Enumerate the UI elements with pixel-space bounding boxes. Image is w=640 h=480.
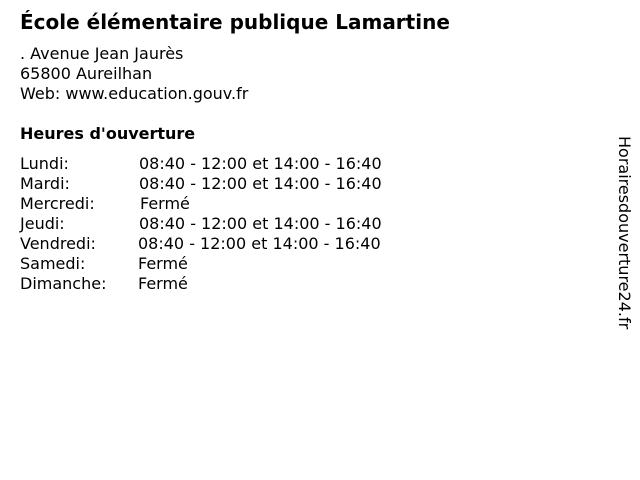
hours-value: Fermé — [140, 194, 190, 213]
page-title: École élémentaire publique Lamartine — [20, 10, 450, 34]
day-label: Jeudi: — [20, 214, 65, 233]
day-label: Dimanche: — [20, 274, 107, 293]
opening-hours-heading: Heures d'ouverture — [20, 124, 196, 143]
address-block — [20, 44, 248, 104]
hours-value: Fermé — [138, 274, 188, 293]
hours-value: Fermé — [138, 254, 188, 273]
hours-value: 08:40 - 12:00 et 14:00 - 16:40 — [139, 214, 382, 233]
day-label: Mercredi: — [20, 194, 95, 213]
day-label: Vendredi: — [20, 234, 96, 253]
hours-value: 08:40 - 12:00 et 14:00 - 16:40 — [139, 174, 382, 193]
website-line: Web: www.education.gouv.fr — [20, 84, 249, 103]
hours-value: 08:40 - 12:00 et 14:00 - 16:40 — [139, 154, 382, 173]
address-street: . Avenue Jean Jaurès — [20, 44, 184, 63]
site-watermark: Horairesdouverture24.fr — [615, 136, 634, 330]
hours-value: 08:40 - 12:00 et 14:00 - 16:40 — [138, 234, 381, 253]
address-city: 65800 Aureilhan — [20, 64, 153, 83]
day-label: Mardi: — [20, 174, 70, 193]
day-label: Lundi: — [20, 154, 69, 173]
day-label: Samedi: — [20, 254, 86, 273]
